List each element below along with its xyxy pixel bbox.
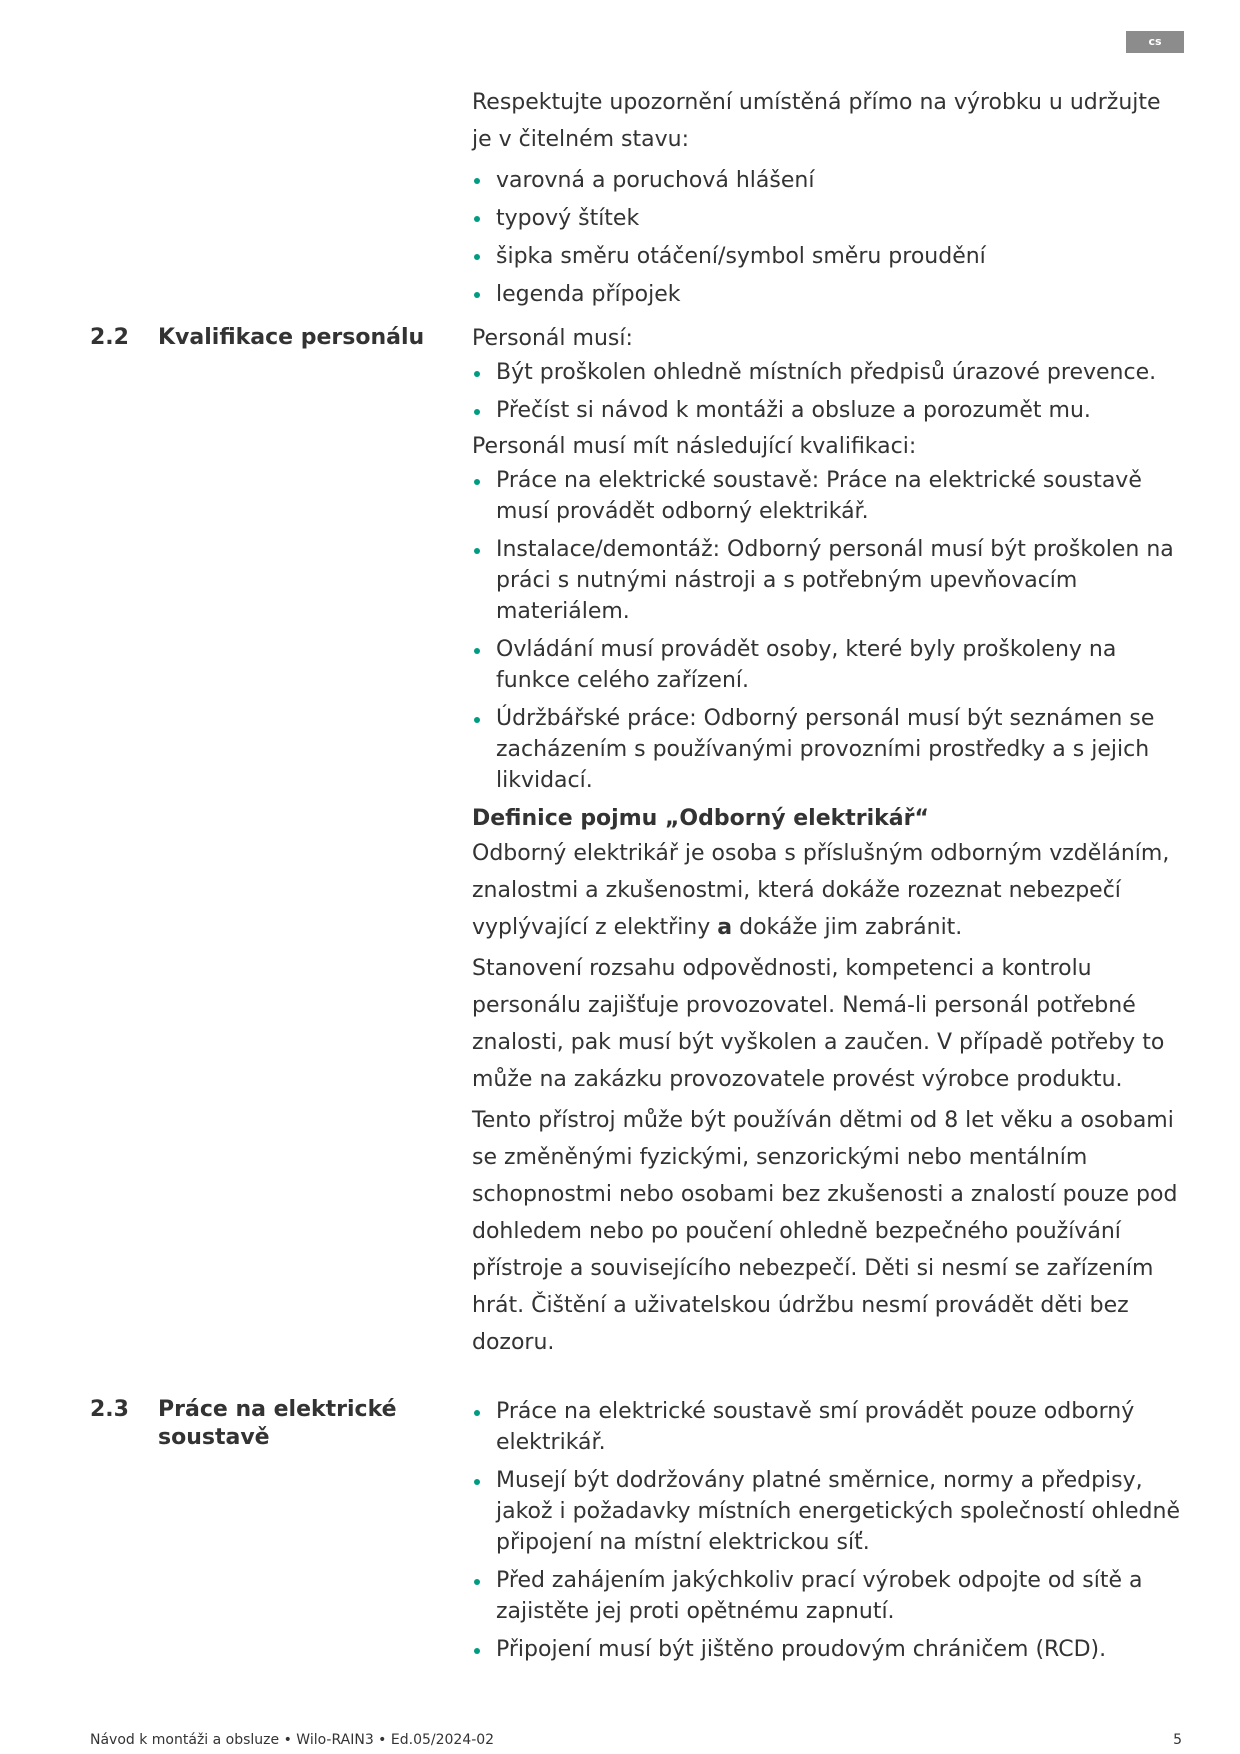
bullet-dot-icon — [474, 409, 480, 415]
list-item: Před zahájením jakýchkoliv prací výrobek odpojte od sítě a zajistěte jej proti opětnému zapnutí. — [472, 1565, 1184, 1627]
definition-paragraph: Odborný elektrikář je osoba s příslušným odborným vzděláním, znalostmi a zkušenostmi, která dokáže rozeznat nebezpečí vyplývající z elektřiny a dokáže jim zabránit. — [472, 841, 1170, 940]
section-2-2-number: 2.2 — [90, 325, 129, 350]
bullet-dot-icon — [474, 371, 480, 377]
bullet-dot-icon — [474, 216, 480, 222]
list-item: Práce na elektrické soustavě smí provádět pouze odborný elektrikář. — [472, 1396, 1184, 1458]
list-item: varovná a poruchová hlášení — [472, 162, 1184, 200]
children-paragraph: Tento přístroj může být používán dětmi od 8 let věku a osobami se změněnými fyzickými, senzorickými nebo mentálním schopnostmi nebo osobami bez zkušenosti a znalostí pouze pod dohledem nebo po poučení ohledně bezpečného používání přístroje a souvisejícího nebezpečí. Děti si nesmí se zařízením hrát. Čištění a uživatelskou údržbu nesmí provádět děti bez dozoru. — [472, 1108, 1178, 1355]
bullet-dot-icon — [474, 1410, 480, 1416]
section-2-3-number: 2.3 — [90, 1397, 129, 1422]
list-item: Přečíst si návod k montáži a obsluze a porozumět mu. — [472, 395, 1184, 426]
bullet-dot-icon — [474, 648, 480, 654]
intro-bullet-list — [472, 162, 1184, 314]
intro-paragraph: Respektujte upozornění umístěná přímo na výrobku u udržujte je v čitelném stavu: — [472, 90, 1161, 152]
page-number: 5 — [1173, 1732, 1182, 1748]
bullet-dot-icon — [474, 548, 480, 554]
section-2-2-intro: Personál musí: — [472, 326, 633, 351]
list-item: Údržbářské práce: Odborný personál musí být seznámen se zacházením s používanými provozními prostředky a s jejich likvidací. — [472, 703, 1184, 796]
list-item: Ovládání musí provádět osoby, které byly proškoleny na funkce celého zařízení. — [472, 634, 1184, 696]
section-2-2-title: Kvalifikace personálu — [158, 325, 425, 350]
section-2-3-title: Práce na elektrické soustavě — [158, 1397, 397, 1450]
bullet-dot-icon — [474, 178, 480, 184]
section-2-3-body — [472, 1396, 1184, 1672]
section-2-2-intro-b: Personál musí mít následující kvalifikaci: — [472, 434, 917, 459]
language-badge: cs — [1126, 31, 1184, 53]
list-item: šipka směru otáčení/symbol směru proudění — [472, 238, 1184, 276]
footer-text: Návod k montáži a obsluze • Wilo-RAIN3 • Ed.05/2024-02 — [90, 1732, 495, 1748]
bullet-dot-icon — [474, 479, 480, 485]
bullet-dot-icon — [474, 1579, 480, 1585]
section-2-2-bullets-a — [472, 357, 1184, 426]
section-2-2-bullets-b — [472, 465, 1184, 796]
bullet-dot-icon — [474, 254, 480, 260]
list-item: Musejí být dodržovány platné směrnice, normy a předpisy, jakož i požadavky místních energetických společností ohledně připojení na místní elektrickou síť. — [472, 1465, 1184, 1558]
section-2-3-bullets — [472, 1396, 1184, 1665]
intro-block — [472, 84, 1184, 314]
section-2-2-body — [472, 320, 1184, 1361]
responsibility-paragraph: Stanovení rozsahu odpovědnosti, kompetenci a kontrolu personálu zajišťuje provozovatel. Nemá-li personál potřebné znalosti, pak musí být vyškolen a zaučen. V případě potřeby to může na zakázku provozovatele provést výrobce produktu. — [472, 956, 1165, 1092]
list-item: Připojení musí být jištěno proudovým chráničem (RCD). — [472, 1634, 1184, 1665]
definition-heading: Definice pojmu „Odborný elektrikář“ — [472, 806, 929, 831]
list-item: Být proškolen ohledně místních předpisů úrazové prevence. — [472, 357, 1184, 388]
bullet-dot-icon — [474, 1479, 480, 1485]
bullet-dot-icon — [474, 1648, 480, 1654]
list-item: legenda přípojek — [472, 276, 1184, 314]
list-item: typový štítek — [472, 200, 1184, 238]
list-item: Instalace/demontáž: Odborný personál musí být proškolen na práci s nutnými nástroji a s potřebným upevňovacím materiálem. — [472, 534, 1184, 627]
bullet-dot-icon — [474, 717, 480, 723]
bullet-dot-icon — [474, 292, 480, 298]
list-item: Práce na elektrické soustavě: Práce na elektrické soustavě musí provádět odborný elektrikář. — [472, 465, 1184, 527]
